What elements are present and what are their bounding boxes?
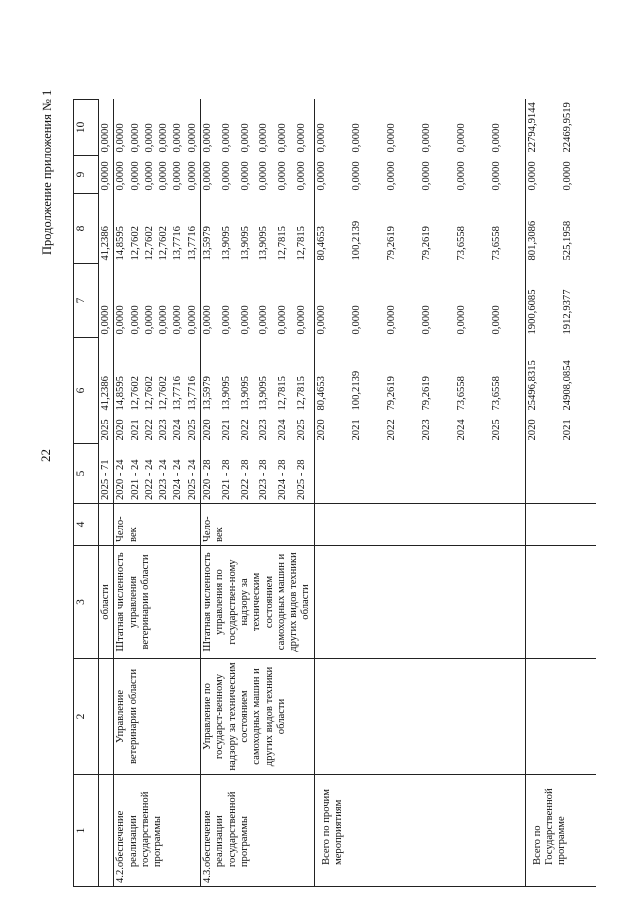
value-cell-v6: 25496,8315 <box>525 338 561 414</box>
year-cell: 2021 <box>129 419 141 441</box>
indicator-cell: Штатная численность управления по государствен-ному надзору за техническим состоянием самоходных машин и других видов техники области <box>201 546 315 659</box>
value-cell-v8: 41,2386 <box>99 194 114 264</box>
value-cell-v8: 79,2619 <box>385 226 397 261</box>
value-cell-v9: 0,0000 <box>455 161 467 191</box>
value-cell-v9: 0,0000 <box>201 156 220 194</box>
year-cell: 2024 <box>172 419 184 441</box>
plan-cell: 2022 - 28 <box>239 459 251 500</box>
value-cell-v7: 0,0000 <box>295 305 307 335</box>
year-cell: 2021 <box>561 419 573 441</box>
table-row <box>99 99 114 886</box>
header-cell: 1 <box>74 775 99 887</box>
value-cell-v10: 0,0000 <box>258 123 270 153</box>
value-cell-v9: 0,0000 <box>99 156 114 194</box>
executor-cell: Управление по государст-венному надзору за техническим состоянием самоходных машин и других видов техники области <box>201 659 315 775</box>
year-cell: 2022 <box>143 419 155 441</box>
value-cell-v10: 0,0000 <box>158 123 170 153</box>
value-cell-v6: 73,6558 <box>455 376 467 411</box>
value-cell-v6: 79,2619 <box>385 376 397 411</box>
executor-cell: Управление ветеринарии области <box>114 659 201 775</box>
value-cell-v9: 0,0000 <box>143 161 155 191</box>
value-cell-v8: 13,9095 <box>220 226 232 261</box>
year-cell: 2021 <box>220 419 232 441</box>
value-cell-v6: 100,2139 <box>350 370 362 411</box>
value-cell-v6: 73,6558 <box>490 376 502 411</box>
unit-cell: Чело-век <box>114 504 201 546</box>
appendix-caption: Продолжение приложения № 1 <box>40 89 54 255</box>
col2-cell <box>99 659 114 775</box>
unit-cell <box>99 504 114 546</box>
value-cell-v6: 12,7602 <box>158 376 170 411</box>
value-cell-v9: 0,0000 <box>114 156 129 194</box>
measure-title: обеспечение реализации государственной программы <box>202 791 250 868</box>
value-cell-v6: 12,7602 <box>129 376 141 411</box>
value-cell-v9: 0,0000 <box>277 161 289 191</box>
unit-cell: Чело-век <box>201 504 315 546</box>
value-cell-v6: 41,2386 <box>99 338 114 414</box>
value-cell-v10: 0,0000 <box>350 123 362 153</box>
plan-cell: 2025 - 28 <box>295 459 307 500</box>
value-cell-v6: 24908,0854 <box>561 360 573 411</box>
value-cell-v6: 13,9095 <box>220 376 232 411</box>
value-cell-v10: 22794,9144 <box>525 99 561 155</box>
year-cell: 2020 <box>525 414 561 444</box>
col4-cell <box>314 504 525 546</box>
value-cell-v10: 0,0000 <box>114 99 129 155</box>
program-table <box>73 99 596 887</box>
value-cell-v8: 801,3086 <box>525 194 561 264</box>
measure-index: 4.2. <box>115 867 127 883</box>
year-cell: 2021 <box>350 419 362 441</box>
value-cell-v6: 14,8595 <box>114 338 129 414</box>
table-row <box>201 99 220 886</box>
value-cell-v7: 0,0000 <box>385 305 397 335</box>
value-cell-v8: 13,5979 <box>201 194 220 264</box>
value-cell-v10: 0,0000 <box>186 123 198 153</box>
value-cell-v7: 0,0000 <box>455 305 467 335</box>
header-row <box>74 99 99 886</box>
year-cell: 2020 <box>314 414 350 444</box>
col5-cell <box>525 444 596 504</box>
value-cell-v10: 0,0000 <box>490 123 502 153</box>
plan-cell: 2025 - 24 <box>186 459 198 500</box>
col2-cell <box>525 659 596 775</box>
year-cell: 2022 <box>385 419 397 441</box>
col1-cell <box>99 775 114 887</box>
year-cell: 2025 <box>490 419 502 441</box>
col3-cell <box>525 546 596 659</box>
value-cell-v10: 0,0000 <box>172 123 184 153</box>
value-cell-v8: 79,2619 <box>420 226 432 261</box>
header-cell: 2 <box>74 659 99 775</box>
indicator-cell: Штатная численность управления ветеринарии области <box>114 546 201 659</box>
header-cell: 3 <box>74 546 99 659</box>
value-cell-v9: 0,0000 <box>220 161 232 191</box>
header-cell: 9 <box>74 156 99 194</box>
plan-cell: 2023 - 24 <box>158 459 170 500</box>
plan-cell: 2024 - 24 <box>172 459 184 500</box>
value-cell-v9: 0,0000 <box>525 156 561 194</box>
value-cell-v8: 100,2139 <box>350 220 362 261</box>
table-row <box>314 99 350 886</box>
value-cell-v9: 0,0000 <box>295 161 307 191</box>
value-cell-v7: 0,0000 <box>314 264 350 338</box>
value-cell-v6: 13,7716 <box>172 376 184 411</box>
year-cell: 2020 <box>114 414 129 444</box>
year-cell: 2024 <box>277 419 289 441</box>
year-cell: 2025 <box>295 419 307 441</box>
value-cell-v7: 1912,9377 <box>561 289 573 335</box>
year-cell: 2024 <box>455 419 467 441</box>
value-cell-v7: 0,0000 <box>420 305 432 335</box>
value-cell-v6: 12,7602 <box>143 376 155 411</box>
value-cell-v8: 14,8595 <box>114 194 129 264</box>
plan-cell: 2020 - 24 <box>114 444 129 504</box>
value-cell-v9: 0,0000 <box>385 161 397 191</box>
value-cell-v8: 13,9095 <box>258 226 270 261</box>
table-row <box>114 99 129 886</box>
value-cell-v8: 13,7716 <box>172 226 184 261</box>
header-cell: 8 <box>74 194 99 264</box>
year-cell: 2023 <box>420 419 432 441</box>
value-cell-v8: 12,7602 <box>158 226 170 261</box>
value-cell-v10: 0,0000 <box>220 123 232 153</box>
value-cell-v8: 12,7602 <box>129 226 141 261</box>
value-cell-v10: 0,0000 <box>420 123 432 153</box>
year-cell: 2023 <box>258 419 270 441</box>
measure-title: обеспечение реализации государственной программы <box>115 791 164 868</box>
value-cell-v7: 0,0000 <box>220 305 232 335</box>
value-cell-v6: 13,7716 <box>186 376 198 411</box>
value-cell-v7: 0,0000 <box>143 305 155 335</box>
value-cell-v10: 0,0000 <box>455 123 467 153</box>
total-label: Всего по Государственной программе <box>525 775 596 887</box>
value-cell-v8: 73,6558 <box>490 226 502 261</box>
measure-cell <box>201 775 315 887</box>
value-cell-v9: 0,0000 <box>129 161 141 191</box>
value-cell-v8: 525,1958 <box>561 220 573 261</box>
total-label: Всего по прочим мероприятиям <box>314 775 525 887</box>
value-cell-v7: 0,0000 <box>186 305 198 335</box>
plan-cell: 2025 - 71 <box>99 444 114 504</box>
header-cell: 7 <box>74 264 99 338</box>
value-cell-v8: 13,9095 <box>239 226 251 261</box>
value-cell-v8: 12,7815 <box>277 226 289 261</box>
value-cell-v10: 0,0000 <box>99 99 114 155</box>
value-cell-v10: 0,0000 <box>129 123 141 153</box>
col2-cell <box>314 659 525 775</box>
col3-cell <box>314 546 525 659</box>
value-cell-v8: 12,7815 <box>295 226 307 261</box>
measure-cell <box>114 775 201 887</box>
value-cell-v8: 12,7602 <box>143 226 155 261</box>
plan-cell: 2021 - 24 <box>129 459 141 500</box>
value-cell-v9: 0,0000 <box>350 161 362 191</box>
value-cell-v7: 0,0000 <box>114 264 129 338</box>
value-cell-v6: 12,7815 <box>277 376 289 411</box>
value-cell-v8: 80,4653 <box>314 194 350 264</box>
plan-cell: 2024 - 28 <box>277 459 289 500</box>
value-cell-v10: 0,0000 <box>143 123 155 153</box>
header-cell: 6 <box>74 338 99 444</box>
table-row <box>525 99 561 886</box>
plan-cell: 2021 - 28 <box>220 459 232 500</box>
header-cell: 10 <box>74 99 99 155</box>
year-cell: 2025 <box>99 414 114 444</box>
header-cell: 4 <box>74 504 99 546</box>
year-cell: 2020 <box>201 414 220 444</box>
value-cell-v10: 0,0000 <box>295 123 307 153</box>
value-cell-v6: 79,2619 <box>420 376 432 411</box>
value-cell-v7: 0,0000 <box>258 305 270 335</box>
measure-index: 4.3. <box>202 867 214 883</box>
value-cell-v7: 1900,6085 <box>525 264 561 338</box>
value-cell-v9: 0,0000 <box>314 156 350 194</box>
header-cell: 5 <box>74 444 99 504</box>
value-cell-v10: 0,0000 <box>201 99 220 155</box>
value-cell-v9: 0,0000 <box>158 161 170 191</box>
value-cell-v10: 0,0000 <box>239 123 251 153</box>
col5-cell <box>314 444 525 504</box>
value-cell-v9: 0,0000 <box>258 161 270 191</box>
value-cell-v7: 0,0000 <box>129 305 141 335</box>
year-cell: 2023 <box>158 419 170 441</box>
value-cell-v10: 0,0000 <box>277 123 289 153</box>
value-cell-v10: 0,0000 <box>385 123 397 153</box>
value-cell-v6: 13,5979 <box>201 338 220 414</box>
value-cell-v9: 0,0000 <box>172 161 184 191</box>
value-cell-v9: 0,0000 <box>420 161 432 191</box>
value-cell-v7: 0,0000 <box>350 305 362 335</box>
col4-cell <box>525 504 596 546</box>
value-cell-v6: 13,9095 <box>239 376 251 411</box>
value-cell-v7: 0,0000 <box>239 305 251 335</box>
plan-cell: 2020 - 28 <box>201 444 220 504</box>
value-cell-v10: 22469,9519 <box>561 102 573 153</box>
plan-cell: 2023 - 28 <box>258 459 270 500</box>
value-cell-v7: 0,0000 <box>201 264 220 338</box>
value-cell-v9: 0,0000 <box>490 161 502 191</box>
year-cell: 2022 <box>239 419 251 441</box>
page-number: 22 <box>38 449 53 462</box>
year-cell: 2025 <box>186 419 198 441</box>
plan-cell: 2022 - 24 <box>143 459 155 500</box>
value-cell-v8: 13,7716 <box>186 226 198 261</box>
value-cell-v7: 0,0000 <box>277 305 289 335</box>
value-cell-v7: 0,0000 <box>490 305 502 335</box>
value-cell-v7: 0,0000 <box>172 305 184 335</box>
value-cell-v7: 0,0000 <box>99 264 114 338</box>
value-cell-v9: 0,0000 <box>186 161 198 191</box>
value-cell-v10: 0,0000 <box>314 99 350 155</box>
value-cell-v8: 73,6558 <box>455 226 467 261</box>
value-cell-v9: 0,0000 <box>239 161 251 191</box>
value-cell-v9: 0,0000 <box>561 161 573 191</box>
value-cell-v7: 0,0000 <box>158 305 170 335</box>
indicator-cell: области <box>99 546 114 659</box>
value-cell-v6: 13,9095 <box>258 376 270 411</box>
value-cell-v6: 80,4653 <box>314 338 350 414</box>
value-cell-v6: 12,7815 <box>295 376 307 411</box>
